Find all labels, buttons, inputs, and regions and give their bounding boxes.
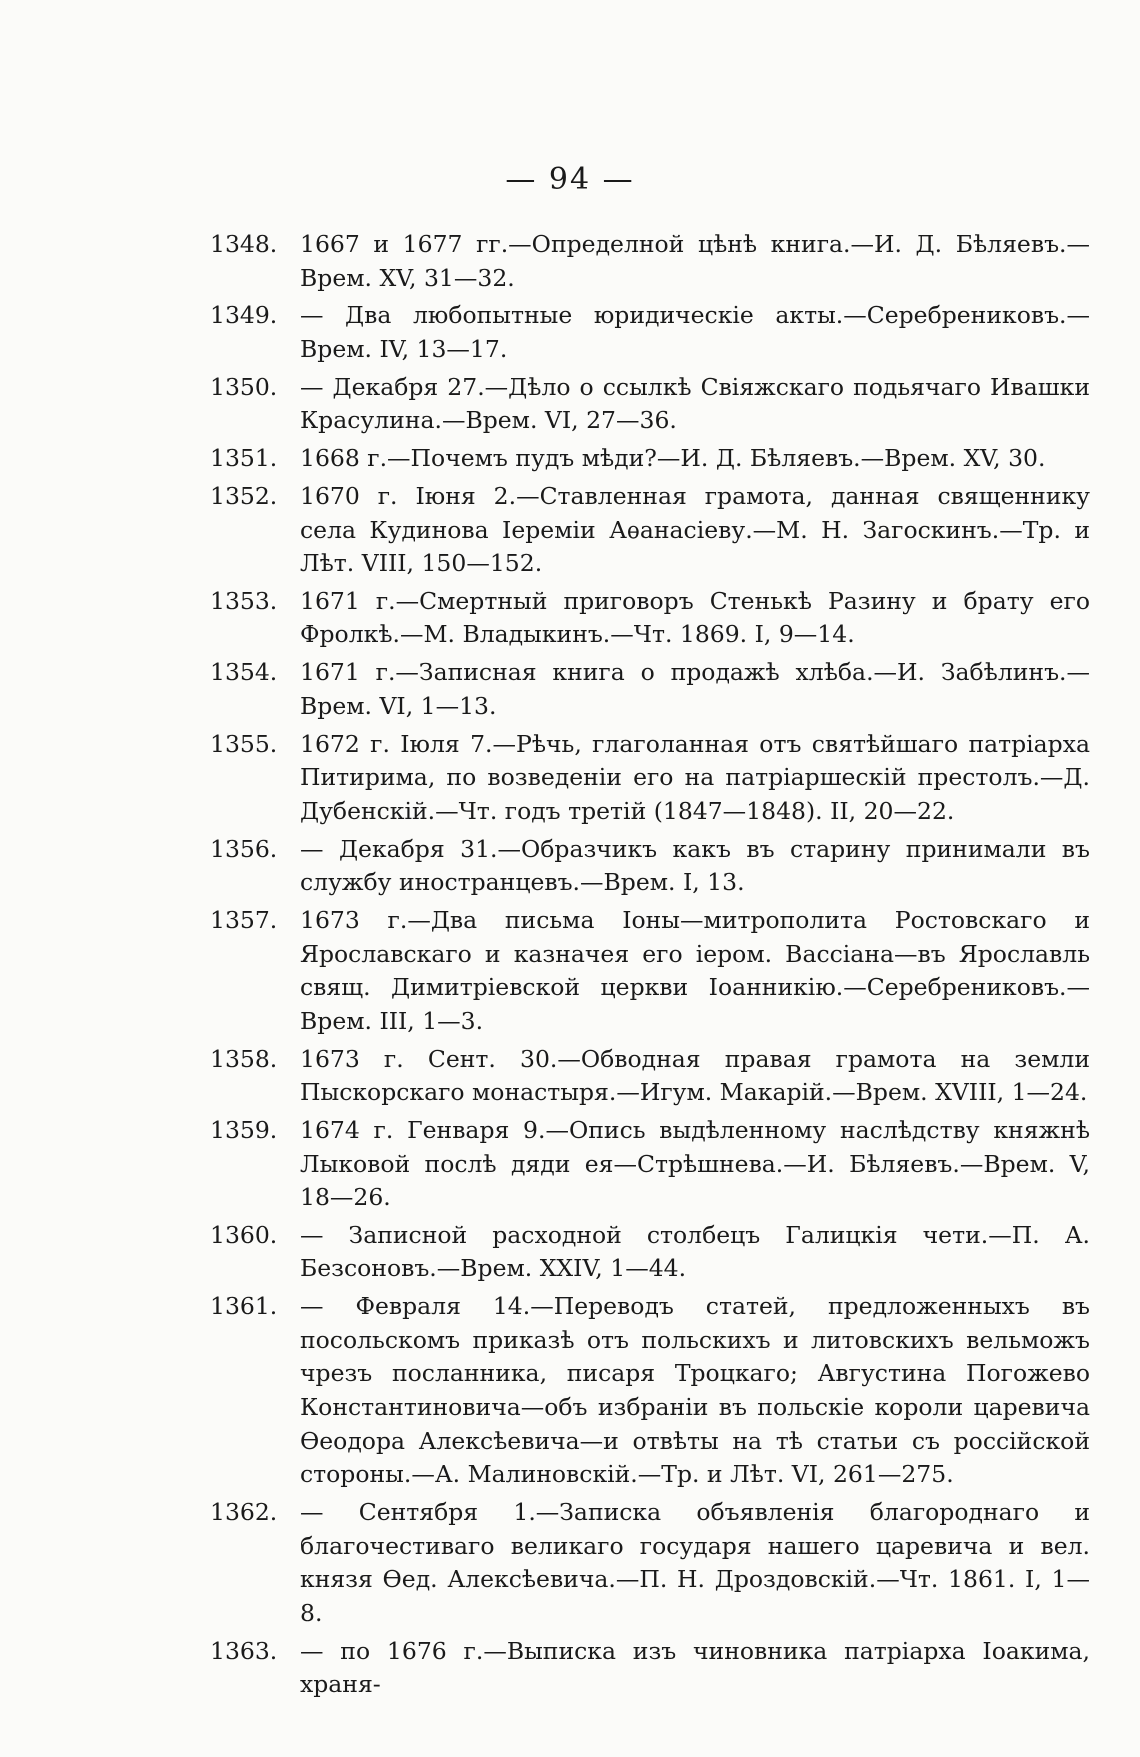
list-item: [210, 1219, 1090, 1286]
list-item: [210, 1043, 1090, 1110]
entry-text: — Два любопытные юридическіе акты.—Серебрениковъ.—Врем. IV, 13—17.: [300, 301, 1090, 363]
entry-number: 1348.: [210, 230, 278, 258]
entry-number: 1358.: [210, 1044, 278, 1073]
entry-text: — Декабря 31.—Образчикъ какъ въ старину принимали въ службу иностранцевъ.—Врем. I, 13.: [300, 834, 1090, 897]
entry-number: 1351.: [210, 444, 278, 473]
entry-number: 1355.: [210, 729, 278, 758]
list-item: [210, 442, 1090, 476]
list-item: [210, 904, 1090, 1038]
list-item: [210, 1114, 1090, 1215]
entry-number: 1352.: [210, 481, 278, 510]
entry-text: 1671 г.—Записная книга о продажѣ хлѣба.—И. Забѣлинъ.—Врем. VI, 1—13.: [300, 658, 1090, 720]
entry-number: 1354.: [210, 658, 278, 687]
entry-text: 1674 г. Генваря 9.—Опись выдѣленному наслѣдству княжнѣ Лыковой послѣ дяди ея—Стрѣшнева.—И. Бѣляевъ.—Врем. V, 18—26.: [300, 1115, 1090, 1212]
entry-text: 1668 г.—Почемъ пудъ мѣди?—И. Д. Бѣляевъ.—Врем. XV, 30.: [300, 444, 1046, 473]
list-item: [210, 1290, 1090, 1492]
entry-text: — Февраля 14.—Переводъ статей, предложенныхъ въ посольскомъ приказѣ отъ польскихъ и литовскихъ вельможъ чрезъ посланника, писаря Троцкаго; Августина Погожево Константиновича—объ избраніи въ польскіе короли царевича Ѳеодора Алексѣевича—и отвѣты на тѣ статьи съ россійской стороны.—А. Малиновскій.—Тр. и Лѣт. VI, 261—275.: [300, 1292, 1090, 1489]
list-item: [210, 371, 1090, 438]
entry-text: — по 1676 г.—Выписка изъ чиновника патріарха Іоакима, храня-: [300, 1636, 1090, 1699]
list-item: [210, 228, 1090, 295]
entry-text: 1671 г.—Смертный приговоръ Стенькѣ Разину и брату его Фролкѣ.—М. Владыкинъ.—Чт. 1869. I, 9—14.: [300, 586, 1090, 649]
list-item: [210, 1496, 1090, 1630]
entry-number: 1357.: [210, 905, 278, 934]
entry-text: 1670 г. Іюня 2.—Ставленная грамота, данная священнику села Кудинова Іереміи Аѳанасіеву.—М. Н. Загоскинъ.—Тр. и Лѣт. VIII, 150—152.: [300, 481, 1090, 578]
list-item: [210, 728, 1090, 829]
entry-text: 1672 г. Іюля 7.—Рѣчь, глаголанная отъ святѣйшаго патріарха Питирима, по возведеніи его на патріаршескій престолъ.—Д. Дубенскій.—Чт. годъ третій (1847—1848). II, 20—22.: [300, 729, 1090, 825]
entry-number: 1349.: [210, 301, 278, 330]
entry-text: — Сентября 1.—Записка объявленія благороднаго и благочестиваго великаго государя нашего царевича и вел. князя Ѳед. Алексѣевича.—П. Н. Дроздовскій.—Чт. 1861. I, 1—8.: [300, 1498, 1090, 1627]
bibliography-list: [210, 228, 1090, 1706]
entry-number: 1359.: [210, 1115, 278, 1144]
entry-text: 1673 г.—Два письма Іоны—митрополита Ростовскаго и Ярославскаго и казначея его іером. Вассіана—въ Ярославль свящ. Димитріевской церкви Іоанникію.—Серебрениковъ.—Врем. III, 1—3.: [300, 905, 1090, 1035]
entry-number: 1350.: [210, 372, 278, 401]
list-item: [210, 299, 1090, 366]
entry-text: — Записной расходной столбецъ Галицкія чети.—П. А. Безсоновъ.—Врем. XXIV, 1—44.: [300, 1220, 1090, 1283]
list-item: [210, 585, 1090, 652]
entry-text: 1667 и 1677 гг.—Определной цѣнѣ книга.—И. Д. Бѣляевъ.—Врем. XV, 31—32.: [300, 230, 1090, 292]
entry-number: 1356.: [210, 834, 278, 863]
entry-number: 1362.: [210, 1498, 278, 1526]
list-item: [210, 480, 1090, 581]
entry-number: 1363.: [210, 1636, 278, 1665]
list-item: [210, 1635, 1090, 1702]
list-item: [210, 656, 1090, 723]
entry-number: 1353.: [210, 586, 278, 615]
entry-number: 1360.: [210, 1220, 278, 1249]
list-item: [210, 833, 1090, 900]
entry-text: 1673 г. Сент. 30.—Обводная правая грамота на земли Пыскорскаго монастыря.—Игум. Макарій.—Врем. XVIII, 1—24.: [300, 1044, 1090, 1107]
entry-number: 1361.: [210, 1292, 278, 1321]
page-number: — 94 —: [505, 162, 635, 197]
entry-text: — Декабря 27.—Дѣло о ссылкѣ Свіяжскаго подьячаго Ивашки Красулина.—Врем. VI, 27—36.: [300, 372, 1090, 435]
